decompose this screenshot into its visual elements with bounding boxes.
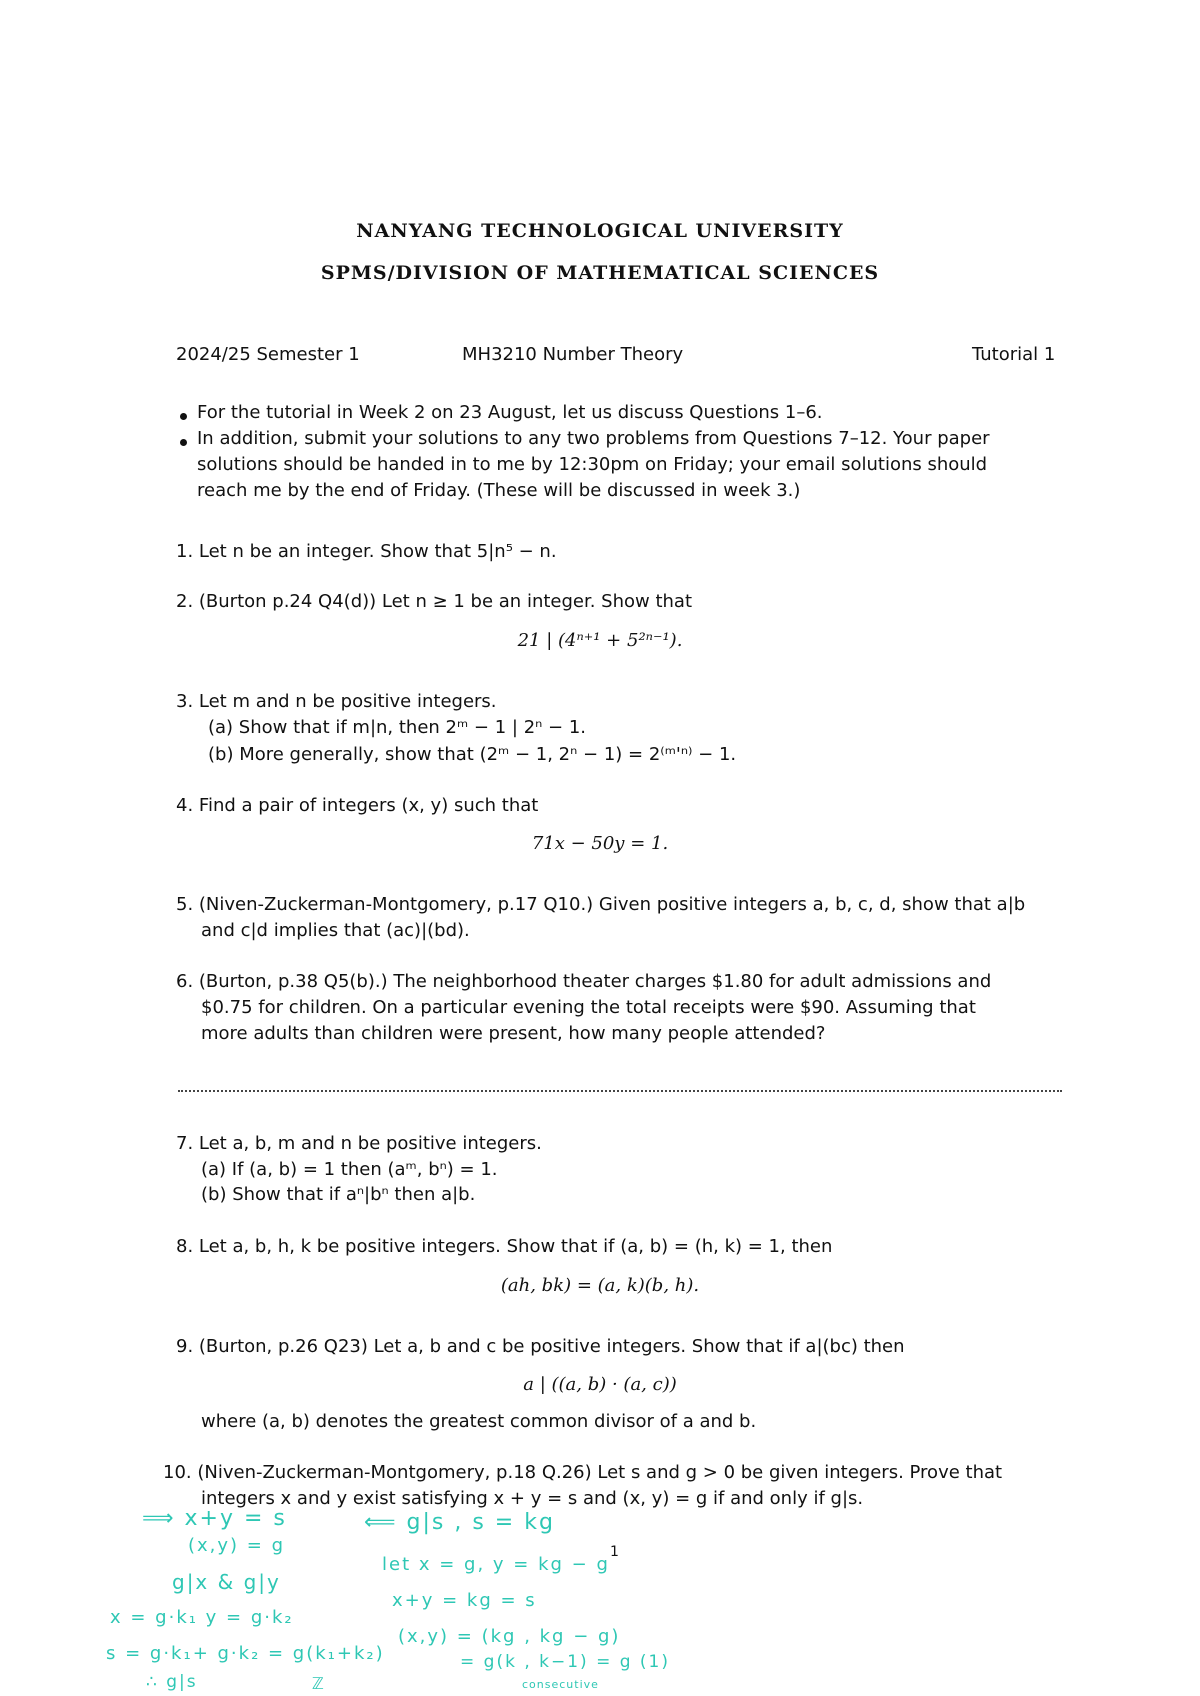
question-9-formula: a | ((a, b) · (a, c)) [523, 1374, 677, 1395]
page-number: 1 [610, 1544, 619, 1560]
question-4: 4. Find a pair of integers (x, y) such that [176, 795, 539, 816]
question-6-cont: $0.75 for children. On a particular evening the total receipts were $90. Assuming that [201, 997, 976, 1018]
handwritten-line: (x,y) = g [188, 1535, 286, 1556]
handwritten-line: ℤ [312, 1674, 326, 1693]
division-title: SPMS/DIVISION OF MATHEMATICAL SCIENCES [320, 262, 880, 284]
handwritten-line: (x,y) = (kg , kg − g) [398, 1626, 621, 1647]
tutorial-label: Tutorial 1 [972, 344, 1056, 365]
bullet-icon [180, 413, 187, 420]
question-9: 9. (Burton, p.26 Q23) Let a, b and c be positive integers. Show that if a|(bc) then [176, 1336, 905, 1357]
section-divider [178, 1090, 1062, 1092]
instruction-line: For the tutorial in Week 2 on 23 August, let us discuss Questions 1–6. [197, 402, 823, 423]
handwritten-line: x = g·k₁ y = g·k₂ [110, 1607, 294, 1628]
handwritten-line: ⟹ x+y = s [142, 1506, 287, 1531]
handwritten-line: ∴ g|s [146, 1672, 198, 1692]
question-8-formula: (ah, bk) = (a, k)(b, h). [500, 1275, 700, 1296]
question-3: 3. Let m and n be positive integers. [176, 691, 497, 712]
question-7: 7. Let a, b, m and n be positive integers. [176, 1133, 542, 1154]
question-7b: (b) Show that if aⁿ|bⁿ then a|b. [201, 1184, 476, 1205]
handwritten-line: = g(k , k−1) = g (1) [460, 1652, 670, 1672]
question-9-note: where (a, b) denotes the greatest common divisor of a and b. [201, 1411, 757, 1432]
question-3b: (b) More generally, show that (2ᵐ − 1, 2ⁿ − 1) = 2⁽ᵐ'ⁿ⁾ − 1. [208, 744, 737, 765]
question-5: 5. (Niven-Zuckerman-Montgomery, p.17 Q10.) Given positive integers a, b, c, d, show that a|b [176, 894, 1026, 915]
question-2-formula: 21 | (4ⁿ⁺¹ + 5²ⁿ⁻¹). [517, 630, 683, 651]
handwritten-line: s = g·k₁+ g·k₂ = g(k₁+k₂) [106, 1643, 385, 1664]
bullet-icon [180, 439, 187, 446]
university-title: NANYANG TECHNOLOGICAL UNIVERSITY [356, 220, 844, 242]
handwritten-line: ⟸ g|s , s = kg [364, 1510, 555, 1535]
instruction-line: reach me by the end of Friday. (These will be discussed in week 3.) [197, 480, 801, 501]
semester-label: 2024/25 Semester 1 [176, 344, 360, 365]
question-6: 6. (Burton, p.38 Q5(b).) The neighborhood theater charges $1.80 for adult admissions and [176, 971, 992, 992]
question-8: 8. Let a, b, h, k be positive integers. Show that if (a, b) = (h, k) = 1, then [176, 1236, 833, 1257]
question-10-cont: integers x and y exist satisfying x + y = s and (x, y) = g if and only if g|s. [201, 1488, 864, 1509]
question-2: 2. (Burton p.24 Q4(d)) Let n ≥ 1 be an integer. Show that [176, 591, 693, 612]
handwritten-line: g|x & g|y [172, 1570, 281, 1594]
handwritten-line: x+y = kg = s [392, 1590, 537, 1611]
question-1: 1. Let n be an integer. Show that 5|n⁵ − n. [176, 541, 557, 562]
handwritten-line: consecutive [522, 1678, 599, 1691]
question-7a: (a) If (a, b) = 1 then (aᵐ, bⁿ) = 1. [201, 1159, 498, 1180]
handwritten-line: let x = g, y = kg − g [382, 1554, 610, 1575]
question-10: 10. (Niven-Zuckerman-Montgomery, p.18 Q.26) Let s and g > 0 be given integers. Prove that [163, 1462, 1003, 1483]
question-3a: (a) Show that if m|n, then 2ᵐ − 1 | 2ⁿ − 1. [208, 717, 587, 738]
question-4-formula: 71x − 50y = 1. [531, 833, 669, 854]
question-6-cont: more adults than children were present, how many people attended? [201, 1023, 826, 1044]
course-label: MH3210 Number Theory [462, 344, 684, 365]
instruction-line: solutions should be handed in to me by 12:30pm on Friday; your email solutions should [197, 454, 988, 475]
instruction-line: In addition, submit your solutions to any two problems from Questions 7–12. Your paper [197, 428, 990, 449]
question-5-cont: and c|d implies that (ac)|(bd). [201, 920, 470, 941]
